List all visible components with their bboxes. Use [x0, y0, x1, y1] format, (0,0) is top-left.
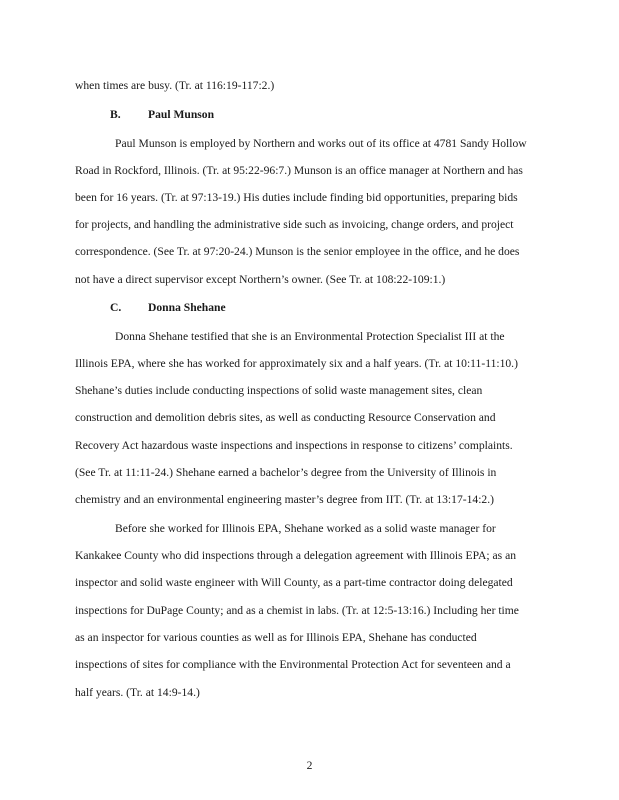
page-number: 2: [306, 759, 313, 772]
section-letter-b: B.: [110, 108, 121, 121]
text-line: half years. (Tr. at 14:9-14.): [75, 686, 200, 699]
section-heading-paul-munson: Paul Munson: [148, 108, 215, 121]
text-line: been for 16 years. (Tr. at 97:13-19.) His duties include finding bid opportunities, preparing bids: [75, 191, 518, 204]
text-line: chemistry and an environmental engineering master’s degree from IIT. (Tr. at 13:17-14:2.): [75, 493, 494, 506]
text-line: Shehane’s duties include conducting inspections of solid waste management sites, clean: [75, 384, 483, 397]
text-line: inspections for DuPage County; and as a chemist in labs. (Tr. at 12:5-13:16.) Including her time: [75, 604, 519, 617]
text-line: not have a direct supervisor except Northern’s owner. (See Tr. at 108:22-109:1.): [75, 273, 446, 286]
text-line: construction and demolition debris sites, as well as conducting Resource Conservation and: [75, 411, 496, 424]
text-line: correspondence. (See Tr. at 97:20-24.) Munson is the senior employee in the office, and he does: [75, 245, 520, 258]
text-line: Before she worked for Illinois EPA, Shehane worked as a solid waste manager for: [115, 522, 496, 535]
section-heading-donna-shehane: Donna Shehane: [148, 301, 226, 314]
text-line: inspections of sites for compliance with the Environmental Protection Act for seventeen and a: [75, 658, 511, 671]
text-line: for projects, and handling the administrative side such as invoicing, change orders, and project: [75, 218, 514, 231]
text-line: Road in Rockford, Illinois. (Tr. at 95:22-96:7.) Munson is an office manager at Northern and has: [75, 164, 523, 177]
text-line: as an inspector for various counties as well as for Illinois EPA, Shehane has conducted: [75, 631, 477, 644]
text-line: (See Tr. at 11:11-24.) Shehane earned a bachelor’s degree from the University of Illinois in: [75, 466, 497, 479]
section-letter-c: C.: [110, 301, 122, 314]
text-line: Donna Shehane testified that she is an Environmental Protection Specialist III at the: [115, 330, 505, 343]
text-line: Illinois EPA, where she has worked for approximately six and a half years. (Tr. at 10:11-11:10.): [75, 357, 518, 370]
text-line: Paul Munson is employed by Northern and works out of its office at 4781 Sandy Hollow: [115, 137, 527, 150]
text-line: inspector and solid waste engineer with Will County, as a part-time contractor doing delegated: [75, 576, 513, 589]
text-line: Kankakee County who did inspections through a delegation agreement with Illinois EPA; as an: [75, 549, 517, 562]
text-line: Recovery Act hazardous waste inspections and inspections in response to citizens’ complaints.: [75, 439, 513, 452]
text-line: when times are busy. (Tr. at 116:19-117:2.): [75, 79, 275, 92]
